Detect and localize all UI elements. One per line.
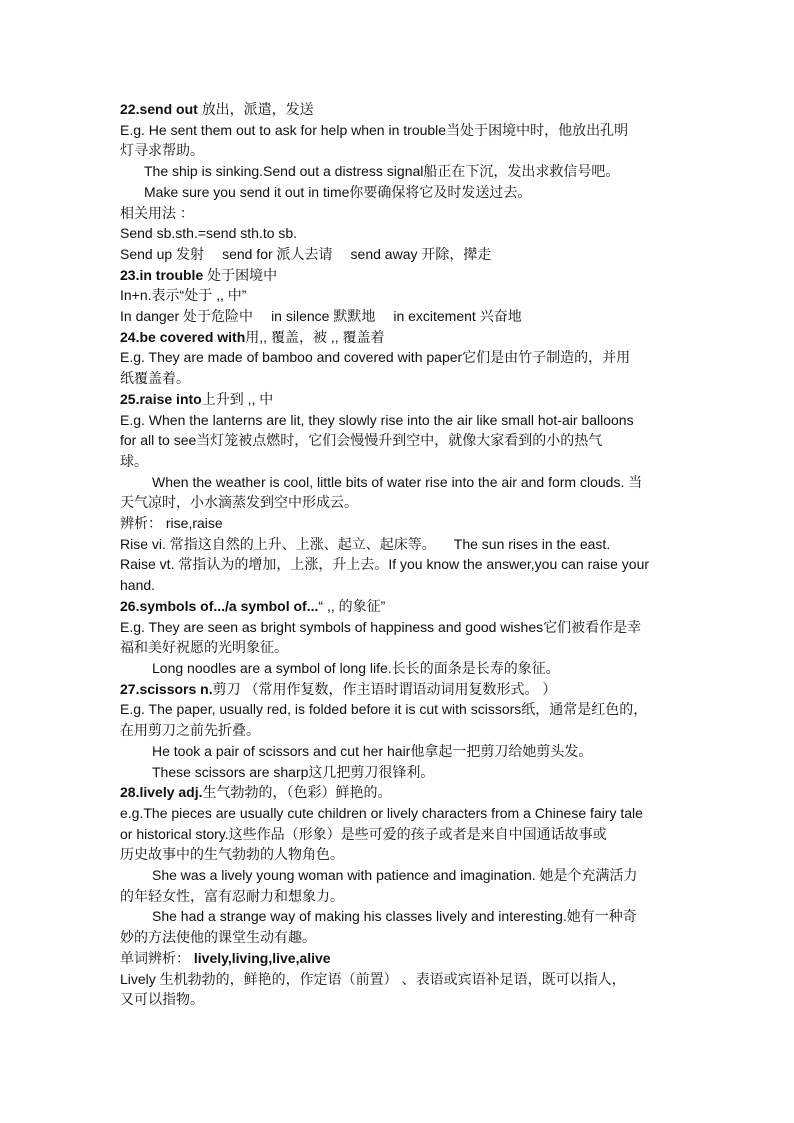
- text-line: E.g. When the lanterns are lit, they slowly rise into the air like small hot-air balloons: [120, 411, 634, 428]
- heading-term: 25.raise into: [120, 390, 202, 407]
- heading-meaning: 用,, 覆盖，被 ,, 覆盖着: [245, 328, 385, 345]
- text-line: 纸覆盖着。: [120, 370, 190, 387]
- example-line: These scissors are sharp这几把剪刀很锋利。: [152, 763, 435, 780]
- comparison-words: lively,living,live,alive: [193, 949, 331, 966]
- example-line: The ship is sinking.Send out a distress signal船正在下沉，发出求救信号吧。: [144, 163, 620, 180]
- phrase: send for 派人去请: [222, 245, 333, 262]
- heading-term: 27.scissors n.: [120, 680, 213, 697]
- text-line: Send sb.sth.=send sth.to sb.: [120, 225, 298, 242]
- word-comparison-heading: [120, 948, 686, 969]
- text-line: E.g. They are seen as bright symbols of happiness and good wishes它们被看作是幸: [120, 618, 642, 635]
- example-line: Make sure you send it out in time你要确保将它及时发送过去。: [144, 183, 532, 200]
- text-line: Raise vt. 常指认为的增加，上涨，升上去。If you know the answer,you can raise your: [120, 556, 650, 573]
- phrase: The sun rises in the east.: [453, 535, 611, 552]
- text-line: 天气凉时，小水滴蒸发到空中形成云。: [120, 494, 358, 511]
- phrase: in silence 默默地: [271, 308, 376, 325]
- phrase: Rise vi. 常指这自然的上升、上涨、起立、起床等。: [120, 535, 436, 552]
- heading-term: 23.in trouble: [120, 266, 204, 283]
- heading-meaning: “ ,, 的象征”: [318, 597, 386, 614]
- heading-meaning: 放出，派遣，发送: [201, 101, 314, 117]
- phrase-row: [120, 244, 686, 265]
- example-line: She was a lively young woman with patience and imagination. 她是个充满活力: [152, 867, 638, 884]
- text-line: 相关用法 ：: [120, 204, 194, 221]
- heading-lively: [120, 782, 686, 803]
- text-line: 的年轻女性，富有忍耐力和想象力。: [120, 887, 344, 904]
- example-line: She had a strange way of making his classes lively and interesting.她有一种奇: [152, 908, 637, 925]
- text-line: E.g. They are made of bamboo and covered with paper它们是由竹子制造的，并用: [120, 349, 631, 366]
- text-line: hand.: [120, 577, 156, 594]
- text-line: In+n.表示“处于 ,, 中”: [120, 287, 247, 304]
- text-line: 妙的方法使他的课堂生动有趣。: [120, 929, 316, 946]
- text-line: e.g.The pieces are usually cute children or lively characters from a Chinese fairy tale: [120, 804, 643, 821]
- text-line: Lively 生机勃勃的，鲜艳的，作定语（前置） 、表语或宾语补足语，既可以指人，: [120, 970, 626, 987]
- heading-meaning: 生气勃勃的，（色彩）鲜艳的。: [202, 784, 392, 801]
- text-line: 灯寻求帮助。: [120, 142, 204, 159]
- text-line: E.g. He sent them out to ask for help when in trouble当处于困境中时，他放出孔明: [120, 121, 629, 138]
- heading-meaning: 上升到 ,, 中: [201, 390, 274, 407]
- text-line: 又可以指物。: [120, 991, 204, 1008]
- example-line: When the weather is cool, little bits of water rise into the air and form clouds. 当: [152, 473, 643, 490]
- phrase-row: [120, 306, 686, 327]
- example-line: Long noodles are a symbol of long life.长长的面条是长寿的象征。: [152, 659, 560, 676]
- text-line: for all to see当灯笼被点燃时，它们会慢慢升到空中，就像大家看到的小的热气: [120, 432, 603, 449]
- heading-in-trouble: [120, 265, 686, 286]
- text-line: 辨析： rise,raise: [120, 515, 223, 532]
- heading-be-covered-with: [120, 327, 686, 348]
- text-line: 历史故事中的生气勃勃的人物角色。: [120, 846, 344, 863]
- heading-send-out: [120, 99, 686, 120]
- text-line: E.g. The paper, usually red, is folded before it is cut with scissors纸，通常是红色的，: [120, 701, 648, 718]
- heading-term: 26.symbols of.../a symbol of...: [120, 597, 319, 614]
- heading-meaning: 处于困境中: [207, 266, 278, 283]
- text-line: 球。: [120, 452, 148, 469]
- phrase: send away 开除，撵走: [350, 245, 492, 262]
- document-page: [120, 99, 686, 1010]
- phrase-row: [120, 534, 686, 555]
- text-line: 在用剪刀之前先折叠。: [120, 722, 260, 739]
- phrase: Send up 发射: [120, 245, 205, 262]
- heading-term: 24.be covered with: [120, 328, 246, 345]
- heading-term: 22.send out: [120, 101, 198, 117]
- heading-meaning: 剪刀 （常用作复数，作主语时谓语动词用复数形式。 ）: [212, 680, 557, 697]
- text-line: 福和美好祝愿的光明象征。: [120, 639, 288, 656]
- phrase: In danger 处于危险中: [120, 308, 254, 325]
- comparison-label: 单词辨析：: [120, 949, 190, 966]
- phrase: in excitement 兴奋地: [393, 308, 522, 325]
- heading-term: 28.lively adj.: [120, 784, 203, 801]
- heading-scissors: [120, 679, 686, 700]
- heading-symbols-of: [120, 596, 686, 617]
- text-line: or historical story.这些作品（形象）是些可爱的孩子或者是来自中国通话故事或: [120, 825, 607, 842]
- example-line: He took a pair of scissors and cut her hair他拿起一把剪刀给她剪头发。: [152, 742, 593, 759]
- heading-raise-into: [120, 389, 686, 410]
